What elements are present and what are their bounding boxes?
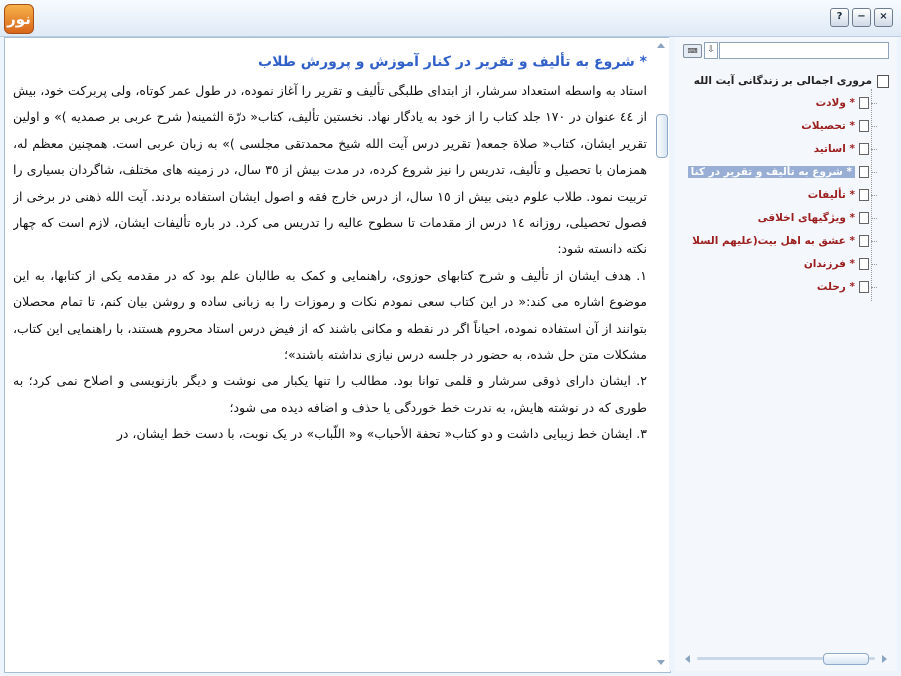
tree-item[interactable] <box>808 185 877 205</box>
document-icon <box>859 166 869 178</box>
search-input[interactable] <box>719 42 889 59</box>
tree-item[interactable] <box>816 93 877 113</box>
document-icon <box>859 120 869 132</box>
scroll-right-arrow-icon[interactable] <box>882 655 887 663</box>
tree-item[interactable] <box>758 208 877 228</box>
document-icon <box>859 143 869 155</box>
paragraph: استاد به واسطه استعداد سرشار، از ابتدای طلبگی تألیف و تقریر را آغاز نموده، در طول عمر کوتاه، ولی پربرکت خود، بیش از ٤٤ عنوان در ١٧٠ جلد کتاب را از خود به یادگار نهاد. نخستین تألیف، کتاب« درّة الثمینه( شرح عربی بر صمدیه )» و اولین تقریر ایشان، کتاب« صلاة جمعه( تقریر درس آیت الله شیخ محمدتقی مجلسی )» به زبان عربی است. همچنین معظم له، همزمان با تحصیل و تألیف، تدریس را نیز شروع کرده، در مدت بیش از ٣٥ سال، در زمینه های مختلف، شاگردان بسیاری را تربیت نمود. طلاب علوم دینی بیش از ١٥ سال، از درس خارج فقه و اصول ایشان استفاده بردند. آیت الله ذهنی در برخی از فصول تحصیلی، روزانه ١٤ درس از مقدمات تا سطوح عالیه را تدریس می کرد. در باره تألیفات ایشان، لازم است که چهار نکته دانسته شود: <box>13 83 647 257</box>
paragraph: ٣. ایشان خط زیبایی داشت و دو کتاب« تحفة الأحباب» و« اللّباب» در یک نوبت، با دست خط ایشان، در <box>116 426 647 442</box>
paragraph: ١. هدف ایشان از تألیف و شرح کتابهای حوزوی، راهنمایی و کمک به طالبان علم بود که در مقدمه یکی از کتابها، به این موضوع اشاره می کند:« در این کتاب سعی نمودم نکات و رموزات را به زبانی ساده و روشن بیان کنم، تا تمام محصلان بتوانند از آن استفاده نموده، احیاناً اگر در نقطه و مکانی باشند که از فیض درس استاد محروم هستند، با راهنمایی این کتاب، مشکلات متن حل شده، به حضور در جلسه درس نیازی نداشته باشند»؛ <box>13 267 647 363</box>
tree-item-label: * ولادت <box>815 97 855 109</box>
scroll-up-arrow-icon[interactable] <box>657 43 665 48</box>
search-go-button[interactable]: ⇩ <box>704 42 718 59</box>
title-bar <box>0 0 901 37</box>
tree-item-selected[interactable] <box>688 162 877 182</box>
app-logo-icon: نور <box>4 4 34 34</box>
tree-branch <box>871 287 877 288</box>
tree-item-label: * رحلت <box>816 281 855 293</box>
close-button[interactable]: × <box>874 8 893 27</box>
tree-item-label: * فرزندان <box>803 258 855 270</box>
minimize-button[interactable]: − <box>852 8 871 27</box>
tree-item[interactable] <box>817 277 877 297</box>
content-pane <box>4 37 671 673</box>
tree-root-label: مروری اجمالی بر زندگانی آیت الله <box>693 75 872 87</box>
document-icon <box>859 235 869 247</box>
tree-branch <box>871 172 877 173</box>
tree-item-label: * شروع به تألیف و تقریر در کنا <box>688 166 855 178</box>
scroll-thumb[interactable] <box>823 653 869 665</box>
scroll-down-arrow-icon[interactable] <box>657 660 665 665</box>
document-icon <box>859 97 869 109</box>
tree-item[interactable] <box>804 254 877 274</box>
window-controls <box>830 8 893 27</box>
scroll-left-arrow-icon[interactable] <box>685 655 690 663</box>
tree-branch <box>871 149 877 150</box>
article-text <box>13 48 647 668</box>
tree-branch <box>871 241 877 242</box>
document-icon <box>859 212 869 224</box>
keyboard-icon[interactable]: ⌨ <box>683 44 702 58</box>
tree-branch <box>871 103 877 104</box>
section-heading: * شروع به تألیف و تقریر در کنار آموزش و پرورش طلاب <box>258 54 647 70</box>
document-icon <box>859 281 869 293</box>
tree-root[interactable] <box>694 71 889 91</box>
tree-item[interactable] <box>801 116 877 136</box>
document-icon <box>859 258 869 270</box>
book-icon <box>877 75 889 88</box>
sidebar-panel <box>675 37 897 671</box>
tree-item-label: * اساتید <box>813 143 855 155</box>
tree-item-label: * تحصیلات <box>801 120 855 132</box>
help-button[interactable]: ? <box>830 8 849 27</box>
tree-branch <box>871 126 877 127</box>
tree-item[interactable] <box>814 139 877 159</box>
scroll-thumb[interactable] <box>656 114 668 158</box>
tree-branch <box>871 195 877 196</box>
paragraph: ٢. ایشان دارای ذوقی سرشار و قلمی توانا بود. مطالب را تنها یکبار می نوشت و دیگر بازنویسی و اصلاح نمی کرد؛ به طوری که در نوشته هایش، به ندرت خط خوردگی یا حذف و اضافه دیده می شود؛ <box>13 373 647 415</box>
tree-branch <box>871 264 877 265</box>
tree-item-label: * عشق به اهل بیت(علیهم السلا <box>692 235 855 247</box>
document-icon <box>859 189 869 201</box>
tree-item-label: * ویژگیهای اخلاقی <box>757 212 855 224</box>
tree-branch <box>871 218 877 219</box>
content-vertical-scrollbar[interactable] <box>655 40 668 668</box>
tree-item[interactable] <box>692 231 877 251</box>
sidebar-horizontal-scrollbar[interactable] <box>683 652 889 665</box>
tree-item-label: * تألیفات <box>807 189 855 201</box>
sidebar-search <box>683 42 889 59</box>
